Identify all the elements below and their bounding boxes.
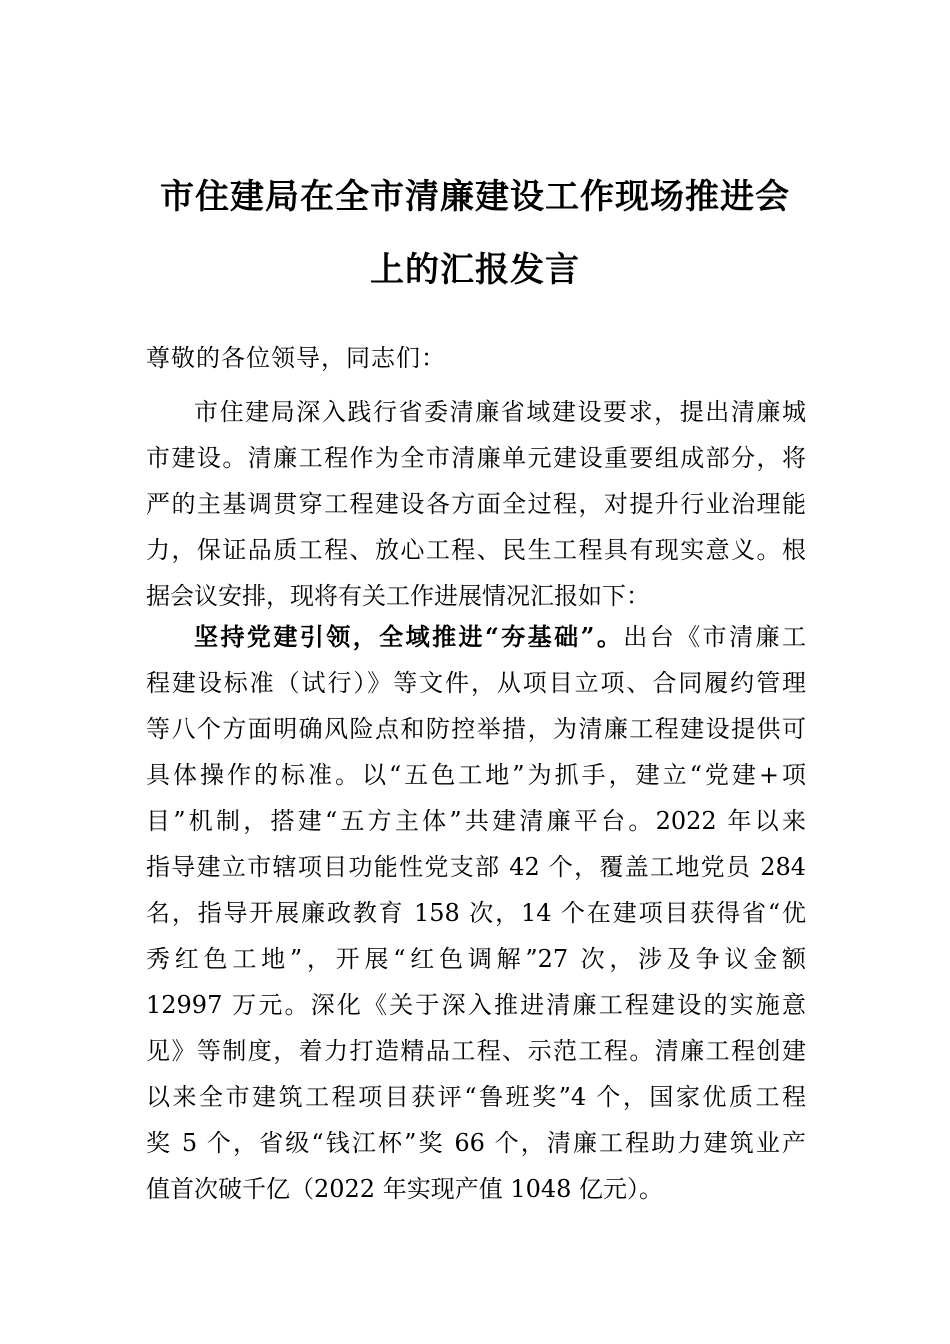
- section-1-first-line-text: 出台《市清廉工: [623, 623, 807, 651]
- paragraph-line: 等八个方面明确风险点和防控举措，为清廉工程建设提供可: [146, 715, 806, 743]
- document-title-line-2: 上的汇报发言: [370, 250, 580, 290]
- paragraph-line: [146, 614, 806, 660]
- paragraph-line: 市住建局深入践行省委清廉省域建设要求，提出清廉城: [194, 398, 806, 426]
- document-title-line-1: 市住建局在全市清廉建设工作现场推进会: [160, 177, 790, 217]
- paragraph-line: 程建设标准（试行）》等文件，从项目立项、合同履约管理: [146, 669, 806, 697]
- paragraph-line: 据会议安排，现将有关工作进展情况汇报如下：: [146, 582, 650, 610]
- paragraph-line: 市建设。清廉工程作为全市清廉单元建设重要组成部分，将: [146, 444, 806, 472]
- section-1-paragraph: [146, 614, 806, 1212]
- paragraph-line: 见》等制度，着力打造精品工程、示范工程。清廉工程创建: [146, 1037, 806, 1065]
- salutation: 尊敬的各位领导，同志们：: [146, 344, 446, 372]
- paragraph-line: 具体操作的标准。以“五色工地”为抓手，建立“党建+项: [146, 761, 806, 789]
- section-1-lead-heading: 坚持党建引领，全域推进“夯基础”。: [194, 622, 624, 651]
- paragraph-line: 严的主基调贯穿工程建设各方面全过程，对提升行业治理能: [146, 490, 806, 518]
- paragraph-line: 12997 万元。深化《关于深入推进清廉工程建设的实施意: [146, 991, 806, 1019]
- intro-paragraph: [146, 389, 806, 619]
- paragraph-line: 力，保证品质工程、放心工程、民生工程具有现实意义。根: [146, 536, 806, 564]
- paragraph-line: 指导建立市辖项目功能性党支部 42 个，覆盖工地党员 284: [146, 853, 806, 881]
- paragraph-line: 秀红色工地”，开展“红色调解”27 次，涉及争议金额: [146, 945, 806, 973]
- paragraph-line: 值首次破千亿（2022 年实现产值 1048 亿元）。: [146, 1175, 664, 1203]
- paragraph-line: 奖 5 个，省级“钱江杯”奖 66 个，清廉工程助力建筑业产: [146, 1129, 806, 1157]
- paragraph-line: 目”机制，搭建“五方主体”共建清廉平台。2022 年以来: [146, 807, 806, 835]
- paragraph-line: 名，指导开展廉政教育 158 次，14 个在建项目获得省“优: [146, 899, 806, 927]
- paragraph-line: 以来全市建筑工程项目获评“鲁班奖”4 个，国家优质工程: [146, 1083, 806, 1111]
